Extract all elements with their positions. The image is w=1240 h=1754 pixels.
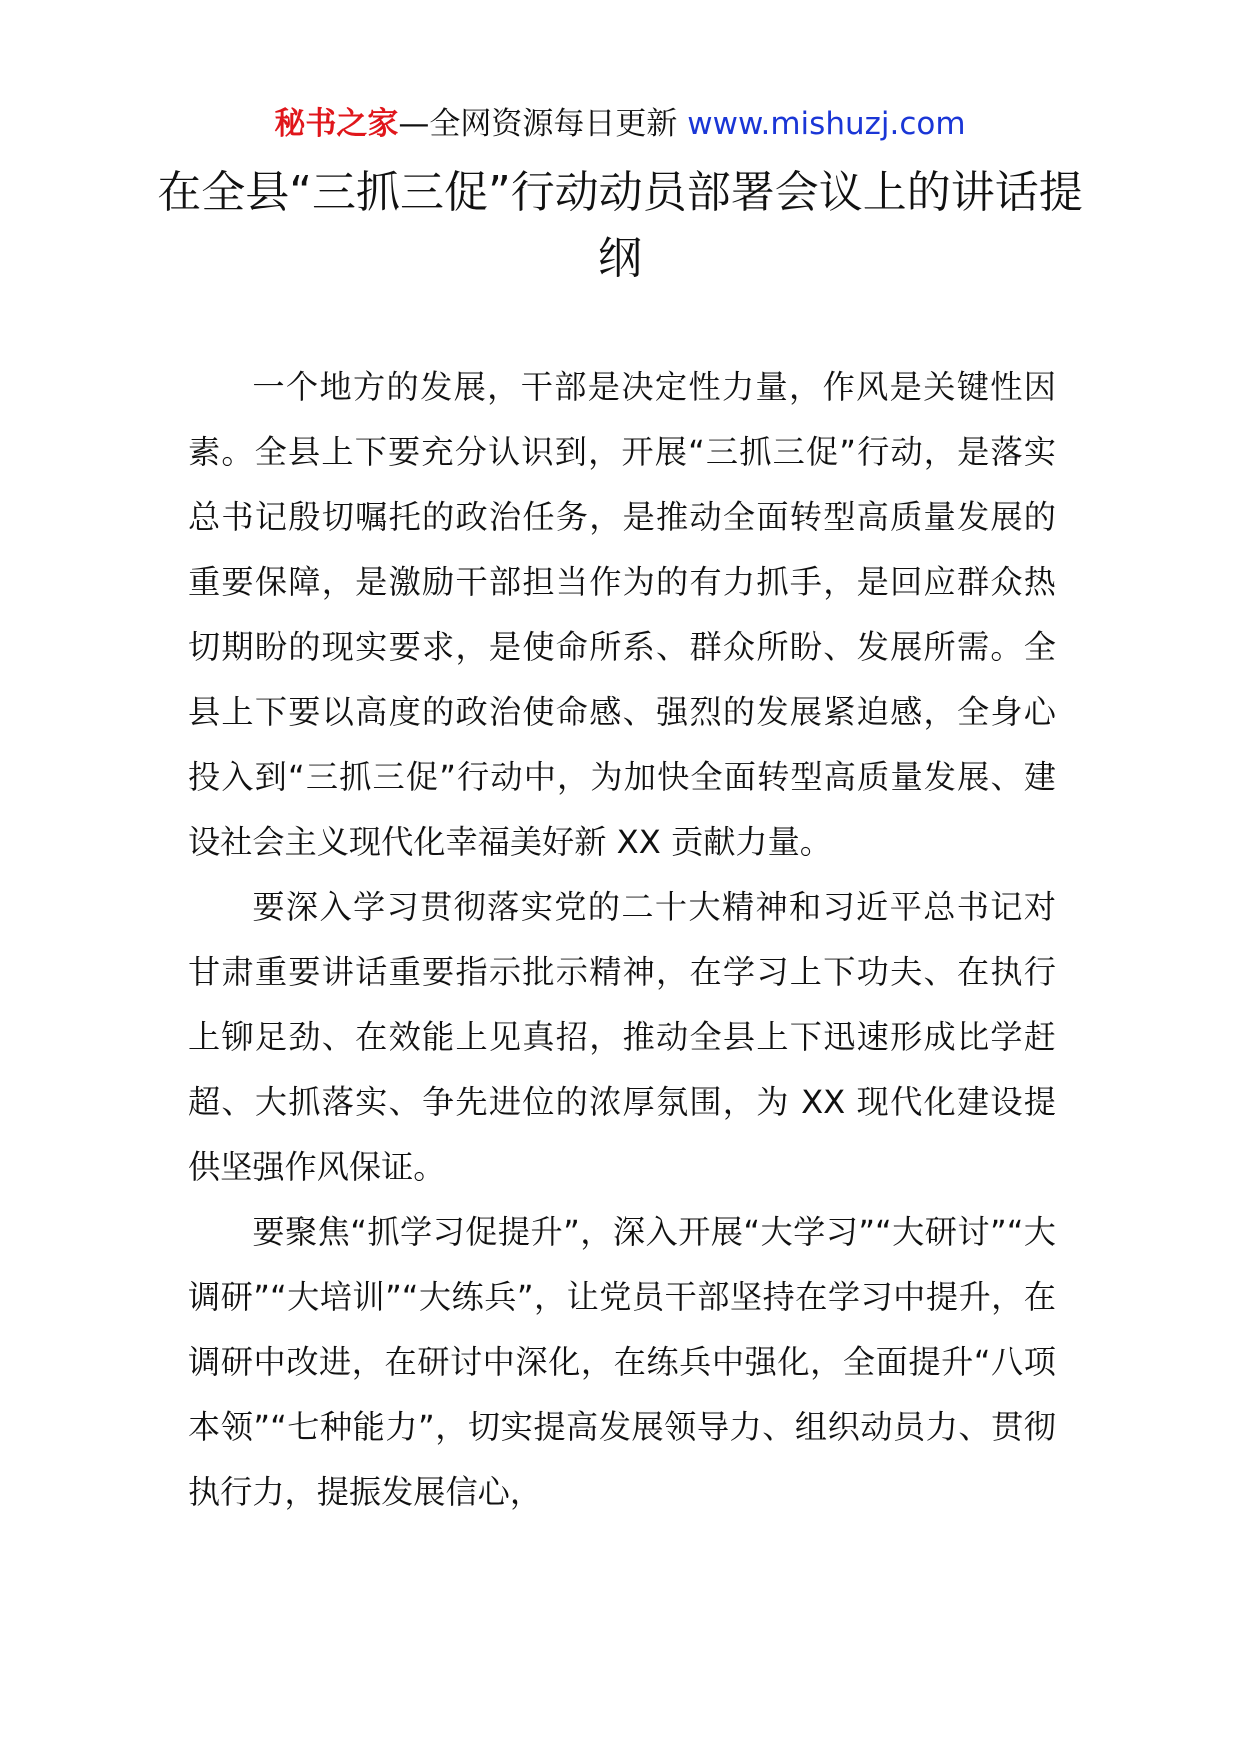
paragraph: 要深入学习贯彻落实党的二十大精神和习近平总书记对甘肃重要讲话重要指示批示精神，在学习上下功夫、在执行上铆足劲、在效能上见真招，推动全县上下迅速形成比学赶超、大抓落实、争先进位的浓厚氛围，为 XX 现代化建设提供坚强作风保证。 — [188, 888, 1056, 1186]
paragraph: 要聚焦“抓学习促提升”，深入开展“大学习”“大研讨”“大调研”“大培训”“大练兵”，让党员干部坚持在学习中提升，在调研中改进，在研讨中深化，在练兵中强化，全面提升“八项本领”“七种能力”，切实提高发展领导力、组织动员力、贯彻执行力，提振发展信心， — [188, 1213, 1056, 1511]
site-header — [0, 100, 1240, 148]
document-body — [188, 355, 1056, 1525]
header-slogan: —全网资源每日更新 — [398, 106, 678, 142]
paragraph: 一个地方的发展，干部是决定性力量，作风是关键性因素。全县上下要充分认识到，开展“三抓三促”行动，是落实总书记殷切嘱托的政治任务，是推动全面转型高质量发展的重要保障，是激励干部担当作为的有力抓手，是回应群众热切期盼的现实要求，是使命所系、群众所盼、发展所需。全县上下要以高度的政治使命感、强烈的发展紧迫感，全身心投入到“三抓三促”行动中，为加快全面转型高质量发展、建设社会主义现代化幸福美好新 XX 贡献力量。 — [188, 368, 1056, 861]
header-brand: 秘书之家 — [274, 106, 399, 142]
header-url[interactable]: www.mishuzj.com — [687, 106, 966, 142]
document-title: 在全县“三抓三促”行动动员部署会议上的讲话提纲 — [157, 167, 1083, 284]
